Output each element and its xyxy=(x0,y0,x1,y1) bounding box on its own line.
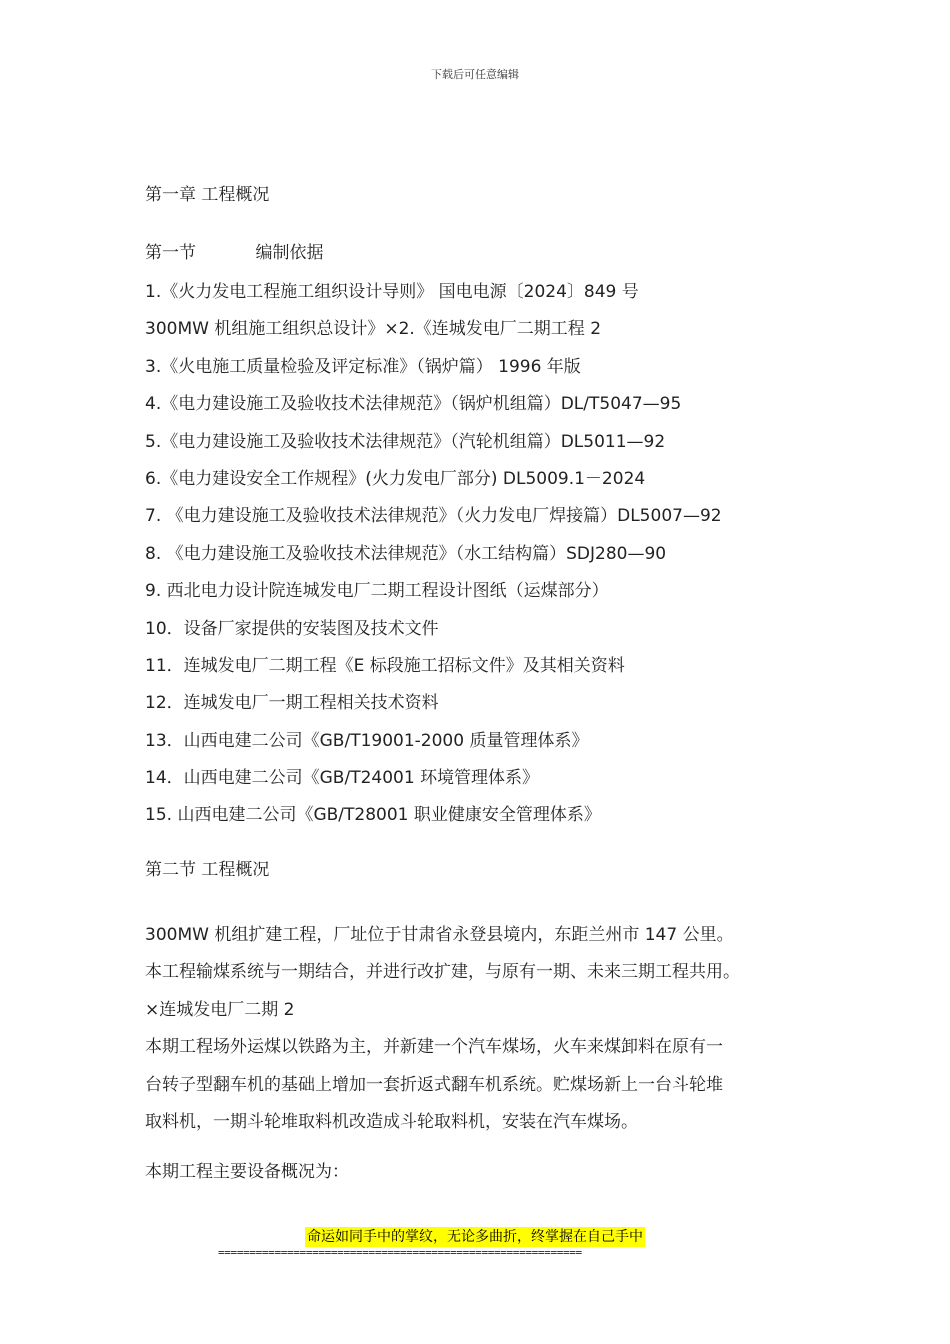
paragraph-line: 取料机，一期斗轮堆取料机改造成斗轮取料机，安装在汽车煤场。 xyxy=(145,1112,638,1133)
paragraph-line: 本工程输煤系统与一期结合，并进行改扩建，与原有一期、未来三期工程共用。 xyxy=(145,962,740,983)
overview-paragraph-1 xyxy=(145,917,835,1030)
list-item: 11．连城发电厂二期工程《E 标段施工招标文件》及其相关资料 xyxy=(145,655,625,676)
section-1-title: 第一节 编制依据 xyxy=(145,243,324,263)
list-item: 7. 《电力建设施工及验收技术法律规范》（火力发电厂焊接篇）DL5007—92 xyxy=(145,506,722,527)
chapter-title: 第一章 工程概况 xyxy=(145,185,270,205)
paragraph-line: 300MW 机组扩建工程，厂址位于甘肃省永登县境内，东距兰州市 147 公里。 xyxy=(145,924,734,945)
list-item: 15. 山西电建二公司《GB/T28001 职业健康安全管理体系》 xyxy=(145,805,601,826)
list-item: 4.《电力建设施工及验收技术法律规范》（锅炉机组篇）DL/T5047—95 xyxy=(145,394,682,415)
list-item: 300MW 机组施工组织总设计》×2.《连城发电厂二期工程 2 xyxy=(145,319,602,340)
list-item: 5.《电力建设施工及验收技术法律规范》（汽轮机组篇）DL5011—92 xyxy=(145,431,666,452)
overview-paragraph-2 xyxy=(145,1029,835,1142)
list-item: 10．设备厂家提供的安装图及技术文件 xyxy=(145,618,439,639)
footer-rule: ========================================================== xyxy=(218,1246,582,1259)
page-footer xyxy=(0,1226,950,1247)
footer-motto: 命运如同手中的掌纹，无论多曲折，终掌握在自己手中 xyxy=(307,1229,643,1245)
document-body xyxy=(145,180,835,1191)
paragraph-line: ×连城发电厂二期 2 xyxy=(145,999,295,1020)
paragraph-line: 本期工程场外运煤以铁路为主，并新建一个汽车煤场，火车来煤卸料在原有一 xyxy=(145,1037,723,1058)
reference-list xyxy=(145,274,835,835)
list-item: 14．山西电建二公司《GB/T24001 环境管理体系》 xyxy=(145,768,540,789)
list-item: 6.《电力建设安全工作规程》(火力发电厂部分) DL5009.1－2024 xyxy=(145,468,646,489)
list-item: 3.《火电施工质量检验及评定标准》（锅炉篇） 1996 年版 xyxy=(145,356,581,377)
list-item: 9. 西北电力设计院连城发电厂二期工程设计图纸（运煤部分） xyxy=(145,581,609,602)
section-2-title: 第二节 工程概况 xyxy=(145,859,270,880)
list-item: 13．山西电建二公司《GB/T19001-2000 质量管理体系》 xyxy=(145,730,589,751)
equipment-intro: 本期工程主要设备概况为： xyxy=(145,1161,349,1182)
list-item: 12．连城发电厂一期工程相关技术资料 xyxy=(145,693,439,714)
page-header: 下载后可任意编辑 xyxy=(431,68,519,81)
paragraph-line: 台转子型翻车机的基础上增加一套折返式翻车机系统。贮煤场新上一台斗轮堆 xyxy=(145,1074,723,1095)
list-item: 1.《火力发电工程施工组织设计导则》 国电电源〔2024〕849 号 xyxy=(145,282,639,302)
list-item: 8. 《电力建设施工及验收技术法律规范》（水工结构篇）SDJ280—90 xyxy=(145,543,667,564)
